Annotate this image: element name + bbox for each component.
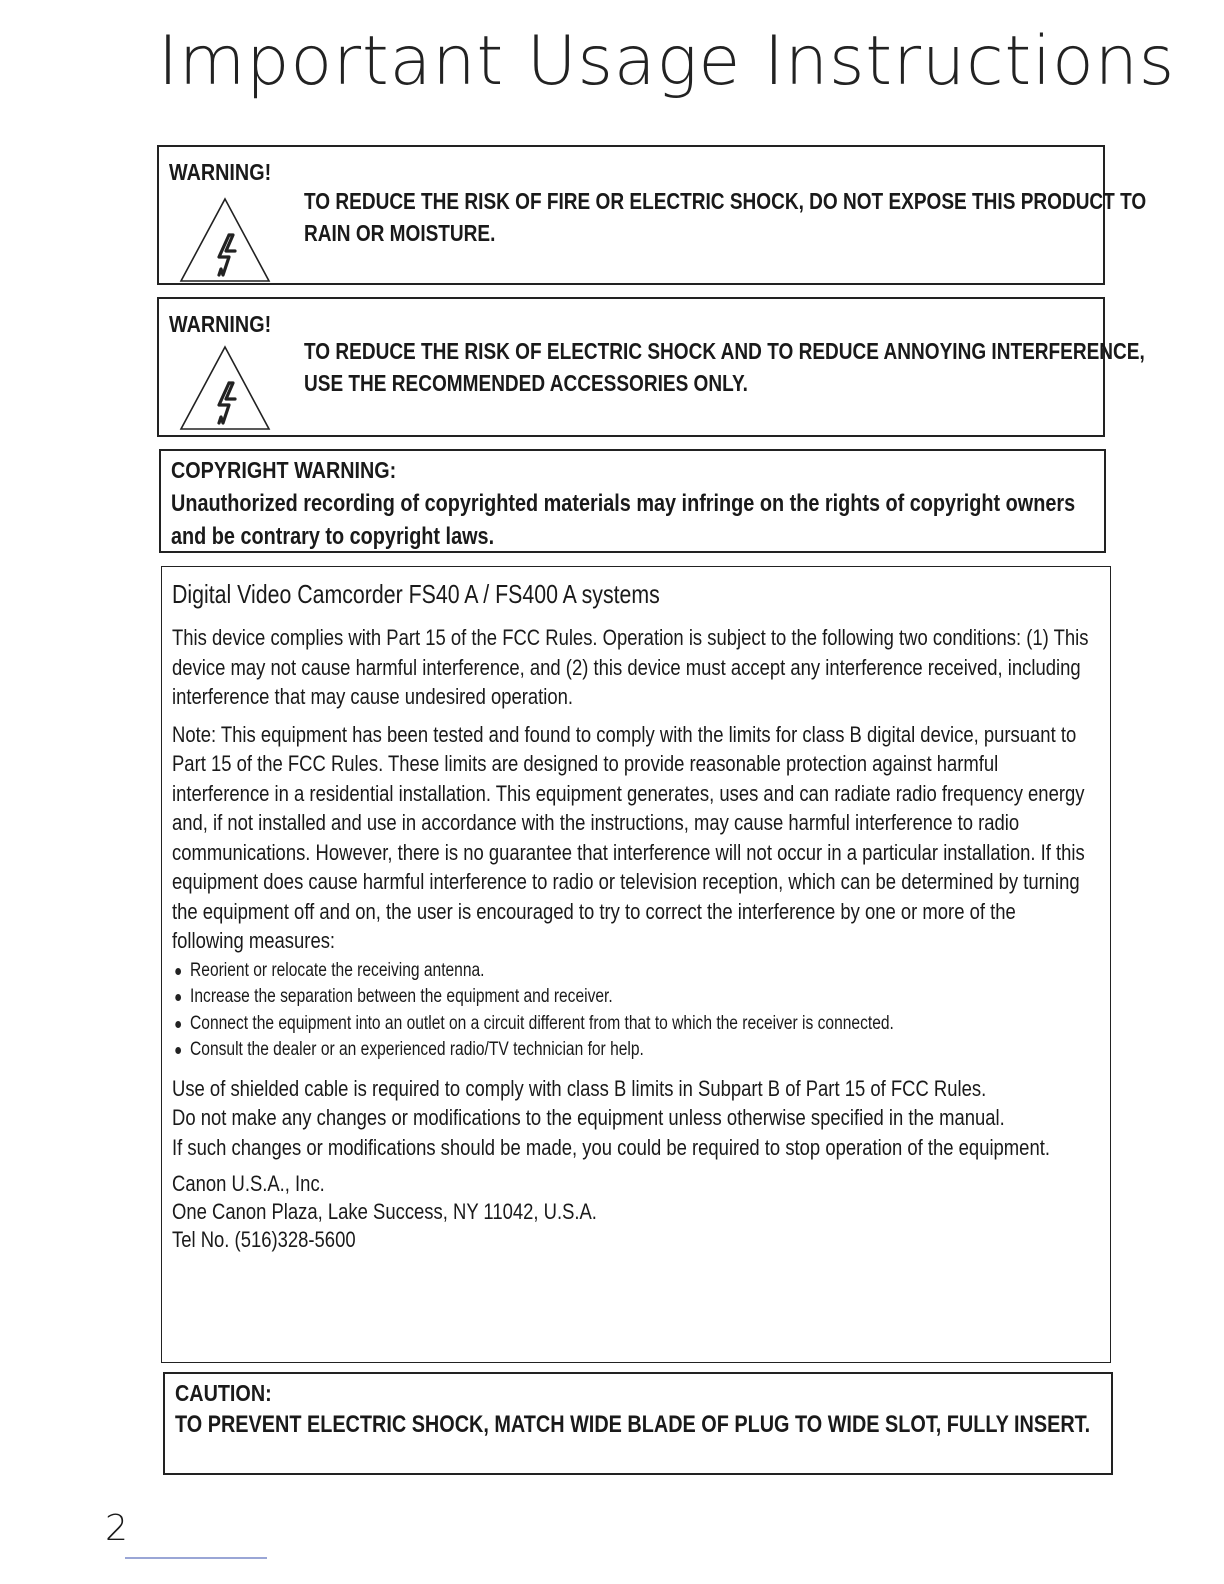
caution-box (163, 1372, 1113, 1475)
company-street: One Canon Plaza, Lake Success, NY 11042, U.S.A. (172, 1199, 597, 1224)
warning-box-fire (157, 145, 1147, 285)
fcc-paragraph-stop-operation: If such changes or modifications should be made, you could be required to stop operation of the equipment. (172, 1134, 1050, 1160)
fcc-title: Digital Video Camcorder FS40 A / FS400 A systems (172, 579, 660, 609)
footer-divider (125, 1557, 267, 1559)
bullet-icon (175, 994, 181, 1001)
company-phone: Tel No. (516)328-5600 (172, 1227, 356, 1252)
list-item: Increase the separation between the equipment and receiver. (172, 984, 1090, 1011)
fcc-paragraph-note: Note: This equipment has been tested and found to comply with the limits for class B digital device, pursuant to Part 15 of the FCC Rules. These limits are designed to provide reasonable protection against harmful interference in a residential installation. This equipment generates, uses and can radiate radio frequency energy and, if not installed and use in accordance with the instructions, may cause harmful interference to radio communications. However, there is no guarantee that interference will not occur in a particular installation. If this equipment does cause harmful interference to radio or television reception, which can be determined by turning the equipment off and on, the user is encouraged to try to correct the interference by one or more of the following measures: (172, 721, 1085, 953)
electric-shock-warning-icon (177, 195, 273, 285)
warning-box-interference (157, 297, 1145, 437)
list-item: Connect the equipment into an outlet on a circuit different from that to which the receiver is connected. (172, 1011, 1090, 1038)
fcc-paragraph-no-changes: Do not make any changes or modifications to the equipment unless otherwise specified in the manual. (172, 1105, 1005, 1130)
bullet-icon (175, 1021, 181, 1028)
warning-text: TO REDUCE THE RISK OF ELECTRIC SHOCK AND TO REDUCE ANNOYING INTERFERENCE, USE THE RECOMMENDED ACCESSORIES ONLY. (304, 338, 1145, 396)
copyright-warning-box (159, 449, 1106, 553)
copyright-text: Unauthorized recording of copyrighted materials may infringe on the rights of copyright owners and be contrary to copyright laws. (171, 490, 1076, 550)
caution-text: TO PREVENT ELECTRIC SHOCK, MATCH WIDE BLADE OF PLUG TO WIDE SLOT, FULLY INSERT. (175, 1411, 1091, 1438)
company-name: Canon U.S.A., Inc. (172, 1171, 325, 1196)
fcc-measures-list (172, 958, 1090, 1064)
bullet-icon (175, 1047, 181, 1054)
list-item: Reorient or relocate the receiving antenna. (172, 958, 1090, 985)
list-item: Consult the dealer or an experienced radio/TV technician for help. (172, 1037, 1090, 1064)
electric-shock-warning-icon (177, 343, 273, 433)
page-number: 2 (105, 1508, 128, 1549)
warning-text: TO REDUCE THE RISK OF FIRE OR ELECTRIC SHOCK, DO NOT EXPOSE THIS PRODUCT TO RAIN OR MOISTURE. (304, 188, 1147, 246)
copyright-label: COPYRIGHT WARNING: (171, 457, 397, 483)
fcc-paragraph-shielded-cable: Use of shielded cable is required to comply with class B limits in Subpart B of Part 15 of FCC Rules. (172, 1075, 987, 1101)
page-title: Important Usage Instructions (158, 22, 1176, 101)
fcc-content (172, 577, 1090, 1254)
fcc-paragraph-compliance: This device complies with Part 15 of the FCC Rules. Operation is subject to the following two conditions: (1) This device may not cause harmful interference, and (2) this device must accept any interference received, including interference that may cause undesired operation. (172, 625, 1089, 709)
warning-label: WARNING! (169, 159, 272, 185)
bullet-icon (175, 968, 181, 975)
company-address (172, 1170, 1090, 1254)
warning-label: WARNING! (169, 311, 272, 337)
caution-label: CAUTION: (175, 1380, 272, 1406)
fcc-compliance-box (161, 566, 1111, 1363)
